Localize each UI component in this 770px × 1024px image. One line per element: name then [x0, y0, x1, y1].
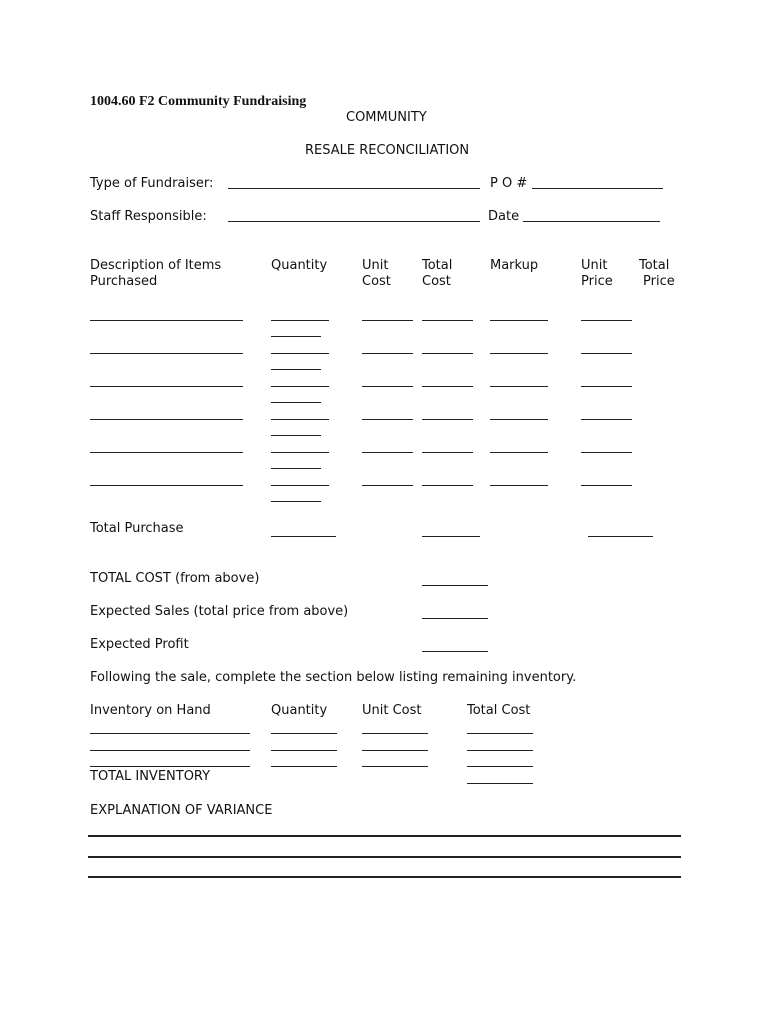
header-purchased: Purchased [90, 274, 158, 289]
inventory-item-field[interactable] [90, 766, 250, 767]
header-total-price-1: Total [639, 258, 670, 273]
header-unit-price-1: Unit [581, 258, 608, 273]
header-total-cost-1: Total [422, 258, 453, 273]
item-quantity-field[interactable] [271, 353, 329, 354]
item-unit-price-field[interactable] [581, 485, 632, 486]
item-quantity-field-continued[interactable] [271, 468, 321, 469]
type-of-fundraiser-label: Type of Fundraiser: [90, 176, 214, 191]
date-field[interactable] [523, 221, 660, 222]
item-quantity-field-continued[interactable] [271, 435, 321, 436]
item-total-cost-field[interactable] [422, 419, 473, 420]
inventory-quantity-field[interactable] [271, 733, 337, 734]
inventory-quantity-field[interactable] [271, 766, 337, 767]
item-unit-cost-field[interactable] [362, 320, 413, 321]
header-quantity: Quantity [271, 258, 328, 273]
item-quantity-field[interactable] [271, 320, 329, 321]
inventory-quantity-header: Quantity [271, 703, 328, 718]
item-unit-cost-field[interactable] [362, 386, 413, 387]
item-unit-cost-field[interactable] [362, 485, 413, 486]
item-markup-field[interactable] [490, 320, 548, 321]
total-purchase-price-field[interactable] [588, 536, 653, 537]
total-inventory-field[interactable] [467, 783, 533, 784]
header-unit-cost-2: Cost [362, 274, 391, 289]
item-unit-price-field[interactable] [581, 386, 632, 387]
item-total-cost-field[interactable] [422, 485, 473, 486]
total-purchase-label: Total Purchase [90, 521, 184, 536]
item-quantity-field-continued[interactable] [271, 501, 321, 502]
staff-responsible-field[interactable] [228, 221, 480, 222]
item-markup-field[interactable] [490, 485, 548, 486]
document-code-title: 1004.60 F2 Community Fundraising [90, 94, 307, 109]
item-quantity-field[interactable] [271, 452, 329, 453]
item-total-cost-field[interactable] [422, 320, 473, 321]
item-markup-field[interactable] [490, 419, 548, 420]
total-cost-label: TOTAL COST (from above) [90, 571, 260, 586]
header-total-price-2: Price [643, 274, 675, 289]
header-description: Description of Items [90, 258, 222, 273]
title-community: COMMUNITY [346, 110, 427, 125]
inventory-total-cost-header: Total Cost [467, 703, 531, 718]
date-label: Date [488, 209, 520, 224]
total-inventory-label: TOTAL INVENTORY [90, 769, 211, 784]
inventory-total-cost-field[interactable] [467, 750, 533, 751]
type-of-fundraiser-field[interactable] [228, 188, 480, 189]
inventory-item-field[interactable] [90, 750, 250, 751]
item-description-field[interactable] [90, 353, 243, 354]
item-total-cost-field[interactable] [422, 386, 473, 387]
following-sale-note: Following the sale, complete the section below listing remaining inventory. [90, 670, 577, 685]
title-resale-reconciliation: RESALE RECONCILIATION [305, 143, 470, 158]
total-purchase-cost-field[interactable] [422, 536, 480, 537]
inventory-unit-cost-field[interactable] [362, 750, 428, 751]
header-unit-price-2: Price [581, 274, 613, 289]
item-unit-cost-field[interactable] [362, 452, 413, 453]
variance-line[interactable] [88, 856, 681, 858]
po-number-label: P O # [490, 176, 528, 191]
item-quantity-field-continued[interactable] [271, 336, 321, 337]
item-description-field[interactable] [90, 485, 243, 486]
inventory-unit-cost-header: Unit Cost [362, 703, 422, 718]
expected-profit-field[interactable] [422, 651, 488, 652]
inventory-on-hand-header: Inventory on Hand [90, 703, 211, 718]
item-description-field[interactable] [90, 320, 243, 321]
inventory-total-cost-field[interactable] [467, 766, 533, 767]
item-markup-field[interactable] [490, 353, 548, 354]
explanation-of-variance-label: EXPLANATION OF VARIANCE [90, 803, 273, 818]
inventory-unit-cost-field[interactable] [362, 766, 428, 767]
item-quantity-field[interactable] [271, 485, 329, 486]
header-total-cost-2: Cost [422, 274, 451, 289]
item-total-cost-field[interactable] [422, 452, 473, 453]
po-number-field[interactable] [532, 188, 663, 189]
inventory-total-cost-field[interactable] [467, 733, 533, 734]
item-unit-cost-field[interactable] [362, 419, 413, 420]
inventory-unit-cost-field[interactable] [362, 733, 428, 734]
expected-profit-label: Expected Profit [90, 637, 189, 652]
item-description-field[interactable] [90, 386, 243, 387]
item-description-field[interactable] [90, 452, 243, 453]
item-unit-price-field[interactable] [581, 320, 632, 321]
item-quantity-field-continued[interactable] [271, 402, 321, 403]
total-cost-field[interactable] [422, 585, 488, 586]
item-markup-field[interactable] [490, 452, 548, 453]
header-markup: Markup [490, 258, 539, 273]
expected-sales-field[interactable] [422, 618, 488, 619]
inventory-quantity-field[interactable] [271, 750, 337, 751]
staff-responsible-label: Staff Responsible: [90, 209, 207, 224]
expected-sales-label: Expected Sales (total price from above) [90, 604, 349, 619]
item-unit-price-field[interactable] [581, 353, 632, 354]
item-description-field[interactable] [90, 419, 243, 420]
total-purchase-quantity-field[interactable] [271, 536, 336, 537]
variance-line[interactable] [88, 835, 681, 837]
item-quantity-field[interactable] [271, 419, 329, 420]
item-markup-field[interactable] [490, 386, 548, 387]
item-unit-price-field[interactable] [581, 452, 632, 453]
variance-line[interactable] [88, 876, 681, 878]
inventory-item-field[interactable] [90, 733, 250, 734]
item-total-cost-field[interactable] [422, 353, 473, 354]
item-unit-price-field[interactable] [581, 419, 632, 420]
item-unit-cost-field[interactable] [362, 353, 413, 354]
item-quantity-field[interactable] [271, 386, 329, 387]
header-unit-cost-1: Unit [362, 258, 389, 273]
item-quantity-field-continued[interactable] [271, 369, 321, 370]
